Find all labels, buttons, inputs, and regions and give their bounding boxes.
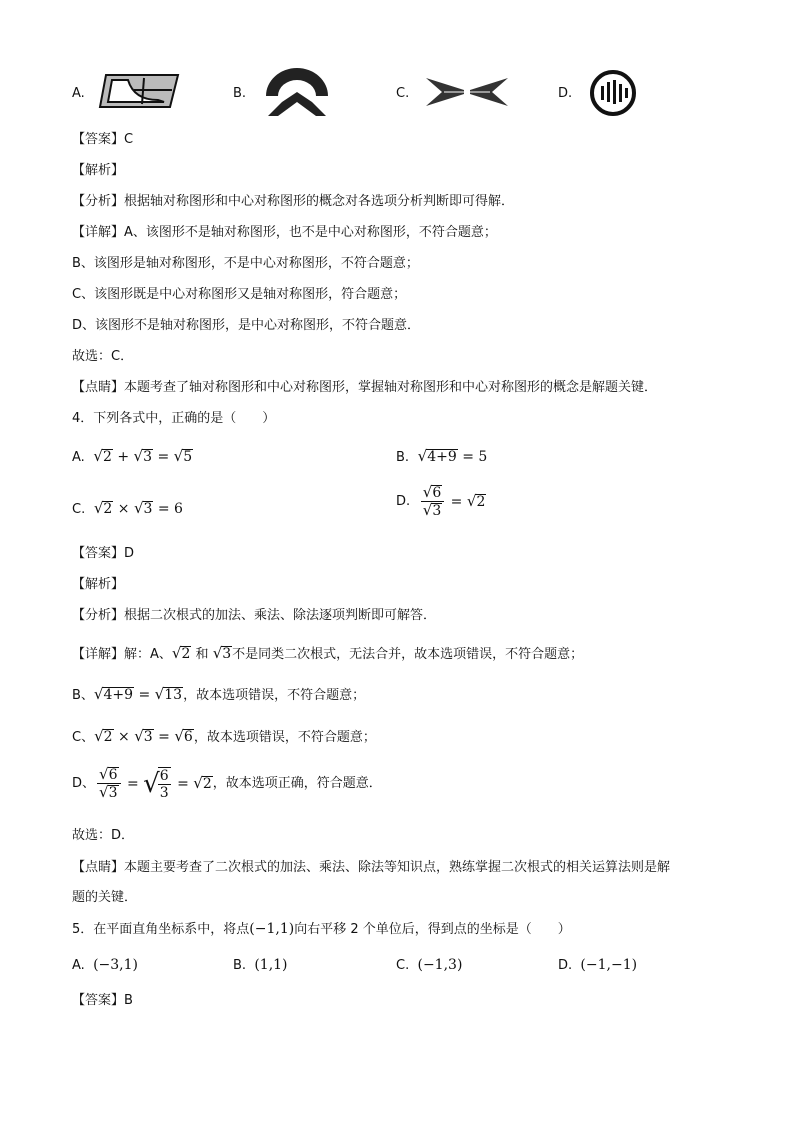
q3-fenxi: 【分析】根据轴对称图形和中心对称图形的概念对各选项分析判断即可得解．: [72, 194, 515, 209]
q3-answer: 【答案】C: [72, 132, 134, 147]
q4-option-a-label: A.: [72, 450, 85, 465]
q3-option-d-label: D.: [558, 86, 573, 101]
parallelogram-emblem-icon: [98, 72, 180, 114]
q4-option-a-expr: √2 + √3 = √5: [93, 447, 193, 465]
q4-fenxi: 【分析】根据二次根式的加法、乘法、除法逐项判断即可解答．: [72, 608, 437, 623]
q3-dianjing: 【点睛】本题考查了轴对称图形和中心对称图形，掌握轴对称图形和中心对称图形的概念是解题关键．: [72, 380, 658, 395]
q4-detail-d: D、 $\frac{√6}{√3}$ = √ $\frac{6}{3}$ = √2，故本选项正确，符合题意．: [72, 765, 382, 801]
q4-option-c-expr: √2 × √3 = 6: [93, 499, 183, 517]
q3-guxuan: 故选：C．: [72, 349, 134, 364]
circle-bars-emblem-icon: [588, 68, 638, 122]
q5-option-c: C. (−1,3): [396, 957, 463, 973]
q5-option-a: A. (−3,1): [72, 957, 138, 973]
q4-stem: 4．下列各式中，正确的是（ ）: [72, 411, 276, 426]
q3-option-a-label: A.: [72, 86, 85, 101]
q4-dianjing-1: 【点睛】本题主要考查了二次根式的加法、乘法、除法等知识点，熟练掌握二次根式的相关运算法则是解: [72, 860, 671, 875]
q4-detail-c: C、√2 × √3 = √6，故本选项错误，不符合题意；: [72, 727, 376, 745]
bow-tie-emblem-icon: [424, 74, 510, 114]
q3-line-d: D、该图形不是轴对称图形，是中心对称图形，不符合题意．: [72, 318, 421, 333]
q4-option-d: [396, 484, 486, 519]
q4-analysis-heading: 【解析】: [72, 577, 125, 592]
q5-stem: 5．在平面直角坐标系中，将点(−1,1)向右平移 2 个单位后，得到点的坐标是（ ）: [72, 921, 571, 937]
q5-answer: 【答案】B: [72, 993, 133, 1008]
q4-option-b-label: B.: [396, 450, 410, 465]
q3-xiangjie: 【详解】A、该图形不是轴对称图形，也不是中心对称图形，不符合题意；: [72, 225, 497, 240]
q4-dianjing-2: 题的关键．: [72, 890, 138, 905]
q5-option-b: B. (1,1): [233, 957, 288, 973]
q4-option-d-label: D.: [396, 494, 411, 509]
q4-option-c-label: C.: [72, 502, 86, 517]
q3-option-c-label: C.: [396, 86, 410, 101]
q4-option-b-expr: √4+9 = 5: [417, 447, 488, 465]
q3-line-c: C、该图形既是中心对称图形又是轴对称图形，符合题意；: [72, 287, 407, 302]
q4-option-d-expr: $\frac{√6}{√3}$ = √2: [422, 483, 486, 519]
q4-answer: 【答案】D: [72, 546, 135, 561]
q4-guxuan: 故选：D．: [72, 828, 135, 843]
q3-line-b: B、该图形是轴对称图形，不是中心对称图形，不符合题意；: [72, 256, 419, 271]
q4-xiangjie: 【详解】解：A、√2 和 √3不是同类二次根式，无法合并，故本选项错误，不符合题意；: [72, 644, 584, 662]
q4-option-b: [396, 446, 487, 468]
q4-option-a: [72, 446, 193, 468]
arch-emblem-icon: [262, 66, 332, 122]
q4-option-c: [72, 498, 183, 520]
q3-option-b-label: B.: [233, 86, 247, 101]
q3-analysis-heading: 【解析】: [72, 163, 125, 178]
q5-option-d: D. (−1,−1): [558, 957, 638, 973]
q4-detail-b: B、√4+9 = √13，故本选项错误，不符合题意；: [72, 685, 366, 703]
